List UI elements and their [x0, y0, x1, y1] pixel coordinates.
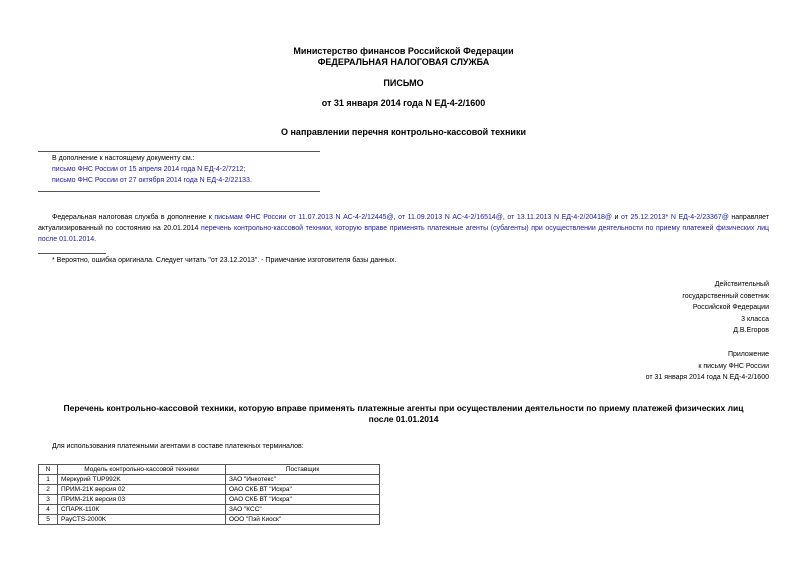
- appendix-line: к письму ФНС России: [698, 362, 769, 370]
- header-number: N: [39, 465, 58, 475]
- cell-supplier: ООО "Пэй Киоск": [226, 515, 380, 525]
- body-text-1: Федеральная налоговая служба в дополнение к: [52, 214, 215, 221]
- table-row: [39, 495, 380, 505]
- body-link-letter-3[interactable]: от 13.11.2013 N ЕД-4-2/20418@: [507, 214, 612, 221]
- table-caption: Для использования платежными агентами в составе платежных терминалов:: [52, 443, 304, 450]
- note-link-1[interactable]: письмо ФНС России от 15 апреля 2014 года N ЕД-4-2/7212;: [52, 166, 246, 173]
- body-text-6: .: [94, 236, 97, 243]
- list-title-line-1: Перечень контрольно-кассовой техники, которую вправе применять платежные агенты при осуществлении деятельности по приему платежей физических лиц: [63, 403, 744, 413]
- note-bottom-divider: [38, 191, 320, 192]
- signature-line: Российской Федерации: [692, 304, 769, 311]
- table-row: [39, 505, 380, 515]
- table-row: [39, 485, 380, 495]
- signature-line: Действительный: [714, 281, 769, 288]
- cell-number: 2: [39, 485, 58, 495]
- cell-number: 4: [39, 505, 58, 515]
- document-type: ПИСЬМО: [383, 78, 424, 88]
- appendix-block: [646, 349, 769, 384]
- cell-model: Меркурий TUP992K: [58, 475, 226, 485]
- cell-model: СПАРК-110К: [58, 505, 226, 515]
- body-text-5: направляет актуализированный по состоянию на 20.01.2014: [38, 214, 770, 232]
- table-row: [39, 515, 380, 525]
- header-supplier: Поставщик: [226, 465, 380, 475]
- cell-number: 5: [39, 515, 58, 525]
- cell-model: ПРИМ-21К версия 02: [58, 485, 226, 495]
- cell-number: 1: [39, 475, 58, 485]
- cell-number: 3: [39, 495, 58, 505]
- signature-line: государственный советник: [682, 292, 769, 300]
- ministry-title: Министерство финансов Российской Федерации: [293, 46, 514, 56]
- footnote-divider: [38, 253, 106, 254]
- body-link-letter-2[interactable]: от 11.09.2013 N АС-4-2/16514@: [398, 214, 503, 221]
- cell-supplier: ЗАО "Инкотекс": [226, 475, 380, 485]
- table-header-row: [39, 465, 380, 475]
- cell-supplier: ЗАО "КСС": [226, 505, 380, 515]
- table-row: [39, 475, 380, 485]
- body-link-letter-4[interactable]: от 25.12.2013* N ЕД-4-2/23367@: [621, 214, 729, 221]
- document-date: от 31 января 2014 года N ЕД-4-2/1600: [321, 98, 486, 108]
- body-link-list[interactable]: перечень контрольно-кассовой техники, которую вправе применять платежные агенты (субагенты) при осуществлении деятельности по приему платежей физических лиц после 01.01.2014: [38, 225, 769, 243]
- cell-supplier: ОАО СКБ ВТ "Искра": [226, 495, 380, 505]
- list-title-line-2: после 01.01.2014: [368, 414, 439, 424]
- body-text-4: и: [611, 214, 622, 221]
- document-subject: О направлении перечня контрольно-кассовой техники: [281, 127, 526, 137]
- footnote: * Вероятно, ошибка оригинала. Следует читать "от 23.12.2013". - Примечание изготовителя базы данных.: [52, 257, 397, 264]
- header-model: Модель контрольно-кассовой техники: [58, 465, 226, 475]
- appendix-line: Приложение: [727, 351, 769, 358]
- note-intro: В дополнение к настоящему документу см.:: [52, 155, 195, 162]
- signature-line: 3 класса: [741, 315, 769, 323]
- appendix-line: от 31 января 2014 года N ЕД-4-2/1600: [645, 374, 769, 381]
- body-text-2: ,: [393, 214, 399, 221]
- service-title: ФЕДЕРАЛЬНАЯ НАЛОГОВАЯ СЛУЖБА: [317, 57, 490, 67]
- signature-name: Д.В.Егоров: [733, 327, 769, 334]
- signature-block: [682, 279, 769, 337]
- cell-model: ПРИМ-21К версия 03: [58, 495, 226, 505]
- body-text-3: ,: [502, 214, 508, 221]
- note-top-divider: [38, 151, 320, 152]
- cell-model: PayCTS-2000K: [58, 515, 226, 525]
- body-link-letter-1[interactable]: письмам ФНС России от 11.07.2013 N АС-4-2/12445@: [214, 214, 394, 221]
- note-link-2[interactable]: письмо ФНС России от 27 октября 2014 года N ЕД-4-2/22133.: [52, 177, 252, 184]
- body-paragraph: [38, 212, 769, 245]
- cell-supplier: ОАО СКБ ВТ "Искра": [226, 485, 380, 495]
- kkt-table: [38, 464, 380, 525]
